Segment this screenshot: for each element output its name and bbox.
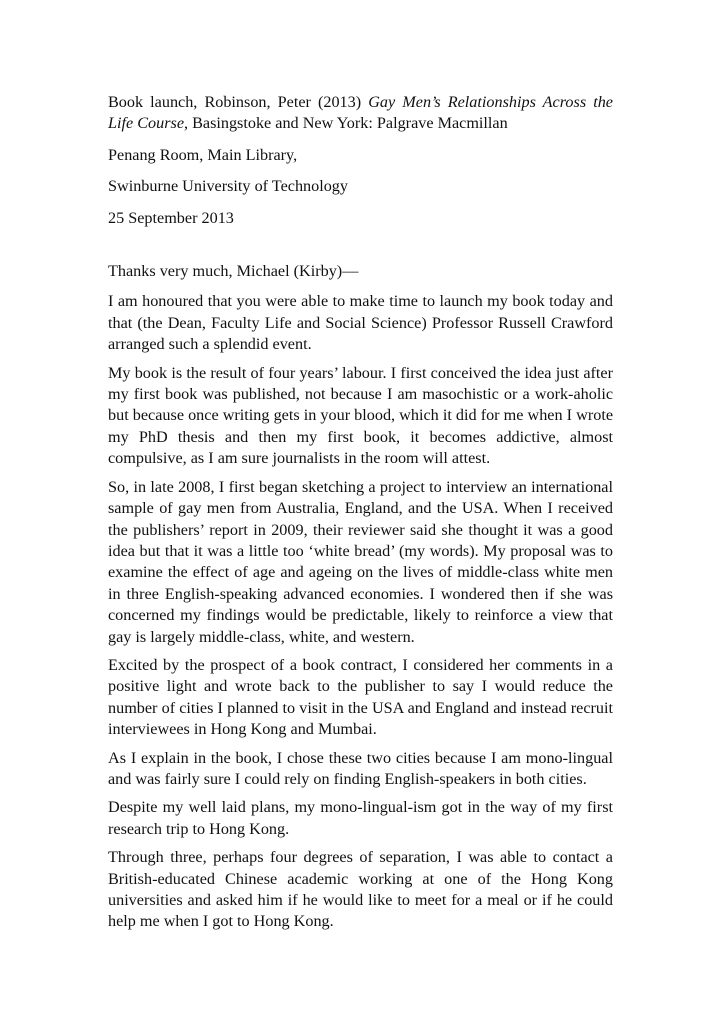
venue-line-2: Swinburne University of Technology bbox=[108, 177, 348, 196]
document-page bbox=[108, 92, 613, 940]
paragraph-greeting: Thanks very much, Michael (Kirby)— bbox=[108, 262, 359, 281]
paragraph: So, in late 2008, I first began sketching a project to interview an international sample of gay men from Australia, England, and the USA. When I received the publishers’ report in 2009, their reviewer said she thought it was a good idea but that it was a little too ‘white bread’ (my words). My proposal was to examine the effect of age and ageing on the lives of middle-class white men in three English-speaking advanced economies. I wondered then if she was concerned my findings would be predictable, likely to reinforce a view that gay is largely middle-class, white, and western. bbox=[108, 477, 613, 646]
paragraph: As I explain in the book, I chose these two cities because I am mono-lingual and was fairly sure I could rely on finding English-speakers in both cities. bbox=[108, 748, 613, 788]
paragraph: Excited by the prospect of a book contract, I considered her comments in a positive light and wrote back to the publisher to say I would reduce the number of cities I planned to visit in the USA and England and instead recruit interviewees in Hong Kong and Mumbai. bbox=[108, 655, 613, 739]
paragraph: Through three, perhaps four degrees of separation, I was able to contact a British-educated Chinese academic working at one of the Hong Kong universities and asked him if he would like to meet for a meal or if he could help me when I got to Hong Kong. bbox=[108, 848, 613, 931]
citation-line bbox=[108, 92, 613, 135]
citation-prefix: Book launch, Robinson, Peter (2013) bbox=[108, 93, 369, 111]
paragraph: I am honoured that you were able to make time to launch my book today and that (the Dean, Faculty Life and Social Science) Professor Russell Crawford arranged such a splendid event. bbox=[108, 292, 613, 354]
citation-suffix: , Basingstoke and New York: Palgrave Macmillan bbox=[184, 114, 508, 133]
book-title: Gay Men’s Relationships Across the Life Course bbox=[108, 93, 613, 133]
venue-line-1: Penang Room, Main Library, bbox=[108, 145, 298, 164]
event-date: 25 September 2013 bbox=[108, 208, 234, 227]
paragraph: Despite my well laid plans, my mono-lingual-ism got in the way of my first research trip to Hong Kong. bbox=[108, 798, 613, 838]
paragraph: My book is the result of four years’ labour. I first conceived the idea just after my first book was published, not because I am masochistic or a work-aholic but because once writing gets in your blood, which it did for me when I wrote my PhD thesis and then my first book, it becomes addictive, almost compulsive, as I am sure journalists in the room will attest. bbox=[108, 363, 613, 468]
